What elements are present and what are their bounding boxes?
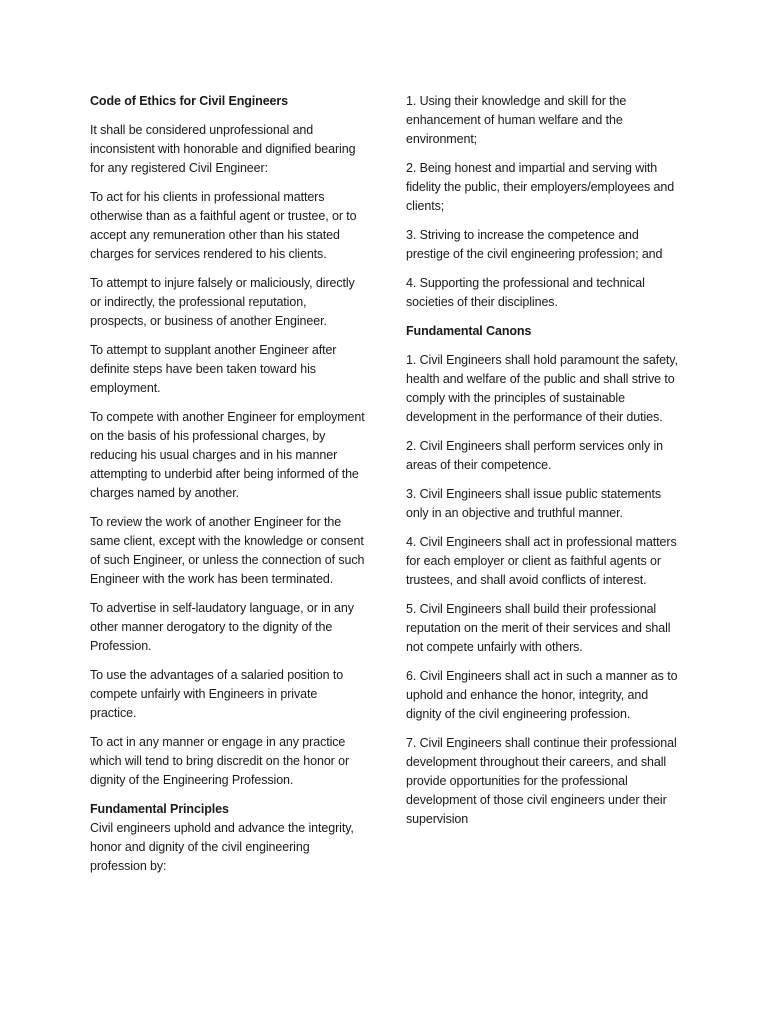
principle-item: 1. Using their knowledge and skill for the enhancement of human welfare and the environment; bbox=[406, 94, 627, 146]
principle-item: 2. Being honest and impartial and serving with fidelity the public, their employers/employees and clients; bbox=[406, 161, 675, 213]
ethics-item: To attempt to injure falsely or maliciously, directly or indirectly, the professional reputation, prospects, or business of another Engineer. bbox=[90, 276, 355, 328]
principle-item: 3. Striving to increase the competence and prestige of the civil engineering profession; and bbox=[406, 228, 663, 261]
ethics-item: To advertise in self-laudatory language, or in any other manner derogatory to the dignity of the Profession. bbox=[90, 601, 354, 653]
canon-item: 4. Civil Engineers shall act in professional matters for each employer or client as faithful agents or trustees, and shall avoid conflicts of interest. bbox=[406, 535, 677, 587]
principles-intro: Civil engineers uphold and advance the integrity, honor and dignity of the civil engineering profession by: bbox=[90, 821, 354, 873]
ethics-item: To use the advantages of a salaried position to compete unfairly with Engineers in private practice. bbox=[90, 668, 344, 720]
right-column bbox=[406, 92, 682, 839]
ethics-item: To compete with another Engineer for employment on the basis of his professional charges, by reducing his usual charges and in his manner attempting to underbid after being informed of the charges named by another. bbox=[90, 410, 365, 500]
ethics-item: To act in any manner or engage in any practice which will tend to bring discredit on the honor or dignity of the Engineering Profession. bbox=[90, 735, 350, 787]
left-column bbox=[90, 92, 366, 886]
canon-item: 7. Civil Engineers shall continue their professional development throughout their careers, and shall provide opportunities for the professional development of those civil engineers under their supervision bbox=[406, 736, 677, 826]
ethics-item: To attempt to supplant another Engineer after definite steps have been taken toward his employment. bbox=[90, 343, 337, 395]
principles-heading: Fundamental Principles bbox=[90, 802, 229, 816]
document-title: Code of Ethics for Civil Engineers bbox=[90, 94, 289, 108]
ethics-item: To act for his clients in professional matters otherwise than as a faithful agent or trustee, or to accept any remuneration other than his stated charges for services rendered to his clients. bbox=[90, 190, 357, 261]
canon-item: 6. Civil Engineers shall act in such a manner as to uphold and enhance the honor, integrity, and dignity of the civil engineering profession. bbox=[406, 669, 678, 721]
canon-item: 1. Civil Engineers shall hold paramount the safety, health and welfare of the public and shall strive to comply with the principles of sustainable development in the performance of their duties. bbox=[406, 353, 678, 424]
canon-item: 3. Civil Engineers shall issue public statements only in an objective and truthful manner. bbox=[406, 487, 662, 520]
principle-item: 4. Supporting the professional and technical societies of their disciplines. bbox=[406, 276, 645, 309]
canons-heading: Fundamental Canons bbox=[406, 324, 532, 338]
canon-item: 2. Civil Engineers shall perform services only in areas of their competence. bbox=[406, 439, 664, 472]
canon-item: 5. Civil Engineers shall build their professional reputation on the merit of their services and shall not compete unfairly with others. bbox=[406, 602, 671, 654]
ethics-item: To review the work of another Engineer for the same client, except with the knowledge or consent of such Engineer, or unless the connection of such Engineer with the work has been terminated. bbox=[90, 515, 365, 586]
intro-paragraph: It shall be considered unprofessional and inconsistent with honorable and dignified bearing for any registered Civil Engineer: bbox=[90, 123, 356, 175]
